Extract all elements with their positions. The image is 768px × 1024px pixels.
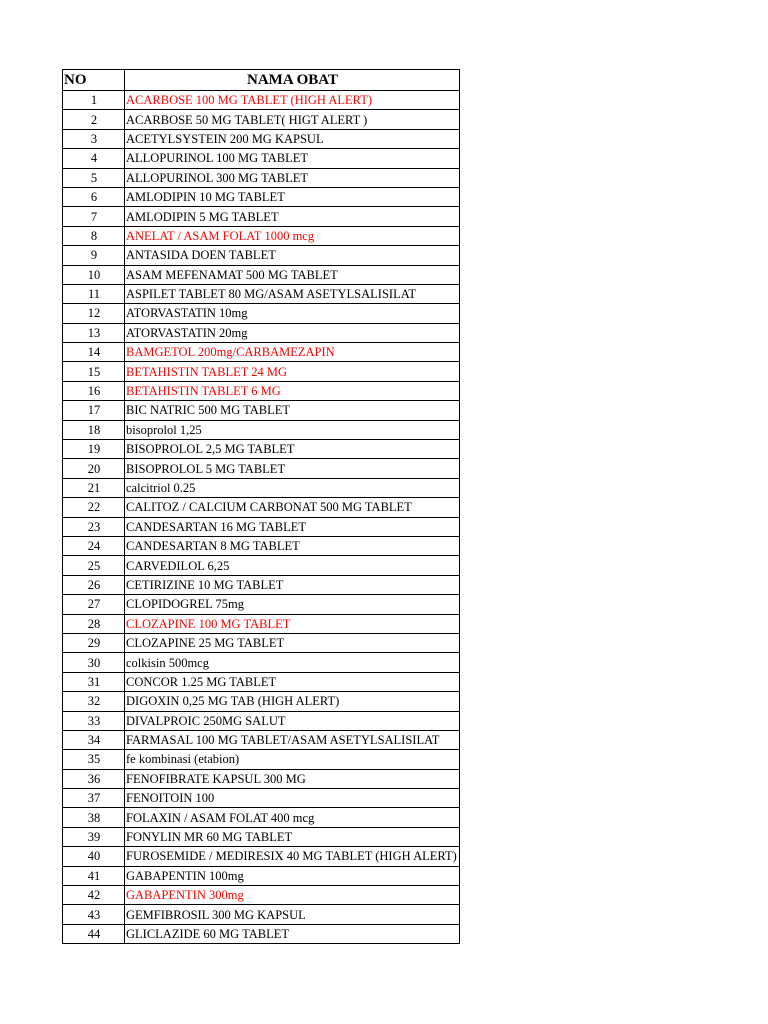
row-number-cell: 12 (63, 304, 125, 323)
row-number-cell: 2 (63, 110, 125, 129)
row-number-cell: 16 (63, 381, 125, 400)
row-number-cell: 7 (63, 207, 125, 226)
drug-name-cell: ATORVASTATIN 20mg (125, 323, 460, 342)
drug-name-cell: ALLOPURINOL 300 MG TABLET (125, 168, 460, 187)
drug-name-cell: DIVALPROIC 250MG SALUT (125, 711, 460, 730)
table-row (63, 440, 460, 459)
row-number-cell: 10 (63, 265, 125, 284)
table-header (63, 70, 460, 91)
table-row (63, 498, 460, 517)
row-number-cell: 38 (63, 808, 125, 827)
row-number-cell: 19 (63, 440, 125, 459)
row-number-cell: 5 (63, 168, 125, 187)
table-row (63, 575, 460, 594)
drug-name-cell: BETAHISTIN TABLET 6 MG (125, 381, 460, 400)
table-row (63, 808, 460, 827)
drug-name-cell: calcitriol 0.25 (125, 478, 460, 497)
table-row (63, 653, 460, 672)
drug-name-cell: CONCOR 1.25 MG TABLET (125, 672, 460, 691)
drug-list-table (62, 69, 460, 944)
table-body (63, 91, 460, 944)
drug-name-cell: GLICLAZIDE 60 MG TABLET (125, 924, 460, 943)
table-row (63, 556, 460, 575)
drug-name-cell: AMLODIPIN 10 MG TABLET (125, 187, 460, 206)
drug-name-cell: ANTASIDA DOEN TABLET (125, 246, 460, 265)
drug-name-cell: FOLAXIN / ASAM FOLAT 400 mcg (125, 808, 460, 827)
row-number-cell: 30 (63, 653, 125, 672)
header-row (63, 70, 460, 91)
table-row (63, 478, 460, 497)
drug-name-cell: ATORVASTATIN 10mg (125, 304, 460, 323)
table-row (63, 207, 460, 226)
row-number-cell: 23 (63, 517, 125, 536)
table-row (63, 401, 460, 420)
row-number-cell: 35 (63, 750, 125, 769)
table-row (63, 769, 460, 788)
row-number-cell: 39 (63, 827, 125, 846)
drug-name-cell: FENOFIBRATE KAPSUL 300 MG (125, 769, 460, 788)
row-number-cell: 21 (63, 478, 125, 497)
drug-name-cell: BETAHISTIN TABLET 24 MG (125, 362, 460, 381)
spreadsheet-sheet (62, 69, 460, 944)
table-row (63, 226, 460, 245)
table-row (63, 866, 460, 885)
row-number-cell: 28 (63, 614, 125, 633)
column-header-drug-name: NAMA OBAT (125, 70, 460, 91)
row-number-cell: 8 (63, 226, 125, 245)
row-number-cell: 22 (63, 498, 125, 517)
drug-name-cell: BISOPROLOL 2,5 MG TABLET (125, 440, 460, 459)
table-row (63, 827, 460, 846)
table-row (63, 711, 460, 730)
table-row (63, 381, 460, 400)
drug-name-cell: fe kombinasi (etabion) (125, 750, 460, 769)
column-header-no: NO (63, 70, 125, 91)
row-number-cell: 26 (63, 575, 125, 594)
drug-name-cell: CANDESARTAN 8 MG TABLET (125, 536, 460, 555)
table-row (63, 110, 460, 129)
row-number-cell: 40 (63, 847, 125, 866)
drug-name-cell: ACARBOSE 100 MG TABLET (HIGH ALERT) (125, 91, 460, 110)
drug-name-cell: ALLOPURINOL 100 MG TABLET (125, 149, 460, 168)
table-row (63, 362, 460, 381)
row-number-cell: 20 (63, 459, 125, 478)
row-number-cell: 1 (63, 91, 125, 110)
drug-name-cell: BAMGETOL 200mg/CARBAMEZAPIN (125, 343, 460, 362)
table-row (63, 265, 460, 284)
table-row (63, 149, 460, 168)
row-number-cell: 24 (63, 536, 125, 555)
row-number-cell: 32 (63, 692, 125, 711)
drug-name-cell: GABAPENTIN 300mg (125, 886, 460, 905)
row-number-cell: 17 (63, 401, 125, 420)
drug-name-cell: FUROSEMIDE / MEDIRESIX 40 MG TABLET (HIGH ALERT) (125, 847, 460, 866)
table-row (63, 284, 460, 303)
table-row (63, 847, 460, 866)
table-row (63, 924, 460, 943)
row-number-cell: 41 (63, 866, 125, 885)
row-number-cell: 43 (63, 905, 125, 924)
drug-name-cell: ASPILET TABLET 80 MG/ASAM ASETYLSALISILAT (125, 284, 460, 303)
table-row (63, 905, 460, 924)
table-row (63, 886, 460, 905)
table-row (63, 459, 460, 478)
table-row (63, 536, 460, 555)
row-number-cell: 42 (63, 886, 125, 905)
drug-name-cell: CLOZAPINE 100 MG TABLET (125, 614, 460, 633)
drug-name-cell: CARVEDILOL 6,25 (125, 556, 460, 575)
drug-name-cell: CANDESARTAN 16 MG TABLET (125, 517, 460, 536)
drug-name-cell: bisoprolol 1,25 (125, 420, 460, 439)
row-number-cell: 9 (63, 246, 125, 265)
table-row (63, 789, 460, 808)
row-number-cell: 14 (63, 343, 125, 362)
drug-name-cell: FARMASAL 100 MG TABLET/ASAM ASETYLSALISILAT (125, 730, 460, 749)
drug-name-cell: ACARBOSE 50 MG TABLET( HIGT ALERT ) (125, 110, 460, 129)
drug-name-cell: BIC NATRIC 500 MG TABLET (125, 401, 460, 420)
table-row (63, 129, 460, 148)
table-row (63, 614, 460, 633)
row-number-cell: 4 (63, 149, 125, 168)
table-row (63, 595, 460, 614)
table-row (63, 420, 460, 439)
drug-name-cell: ASAM MEFENAMAT 500 MG TABLET (125, 265, 460, 284)
table-row (63, 343, 460, 362)
drug-name-cell: CLOZAPINE 25 MG TABLET (125, 633, 460, 652)
drug-name-cell: AMLODIPIN 5 MG TABLET (125, 207, 460, 226)
row-number-cell: 33 (63, 711, 125, 730)
table-row (63, 187, 460, 206)
row-number-cell: 15 (63, 362, 125, 381)
drug-name-cell: FONYLIN MR 60 MG TABLET (125, 827, 460, 846)
table-row (63, 692, 460, 711)
table-row (63, 323, 460, 342)
row-number-cell: 25 (63, 556, 125, 575)
drug-name-cell: ANELAT / ASAM FOLAT 1000 mcg (125, 226, 460, 245)
drug-name-cell: CLOPIDOGREL 75mg (125, 595, 460, 614)
row-number-cell: 34 (63, 730, 125, 749)
row-number-cell: 37 (63, 789, 125, 808)
drug-name-cell: BISOPROLOL 5 MG TABLET (125, 459, 460, 478)
table-row (63, 517, 460, 536)
drug-name-cell: ACETYLSYSTEIN 200 MG KAPSUL (125, 129, 460, 148)
row-number-cell: 13 (63, 323, 125, 342)
drug-name-cell: CALITOZ / CALCIUM CARBONAT 500 MG TABLET (125, 498, 460, 517)
row-number-cell: 27 (63, 595, 125, 614)
drug-name-cell: colkisin 500mcg (125, 653, 460, 672)
row-number-cell: 29 (63, 633, 125, 652)
row-number-cell: 6 (63, 187, 125, 206)
table-row (63, 633, 460, 652)
row-number-cell: 11 (63, 284, 125, 303)
row-number-cell: 44 (63, 924, 125, 943)
table-row (63, 304, 460, 323)
row-number-cell: 3 (63, 129, 125, 148)
row-number-cell: 36 (63, 769, 125, 788)
drug-name-cell: GABAPENTIN 100mg (125, 866, 460, 885)
drug-name-cell: GEMFIBROSIL 300 MG KAPSUL (125, 905, 460, 924)
row-number-cell: 18 (63, 420, 125, 439)
drug-name-cell: CETIRIZINE 10 MG TABLET (125, 575, 460, 594)
table-row (63, 168, 460, 187)
table-row (63, 91, 460, 110)
table-row (63, 246, 460, 265)
drug-name-cell: DIGOXIN 0,25 MG TAB (HIGH ALERT) (125, 692, 460, 711)
table-row (63, 750, 460, 769)
table-row (63, 730, 460, 749)
drug-name-cell: FENOITOIN 100 (125, 789, 460, 808)
table-row (63, 672, 460, 691)
row-number-cell: 31 (63, 672, 125, 691)
